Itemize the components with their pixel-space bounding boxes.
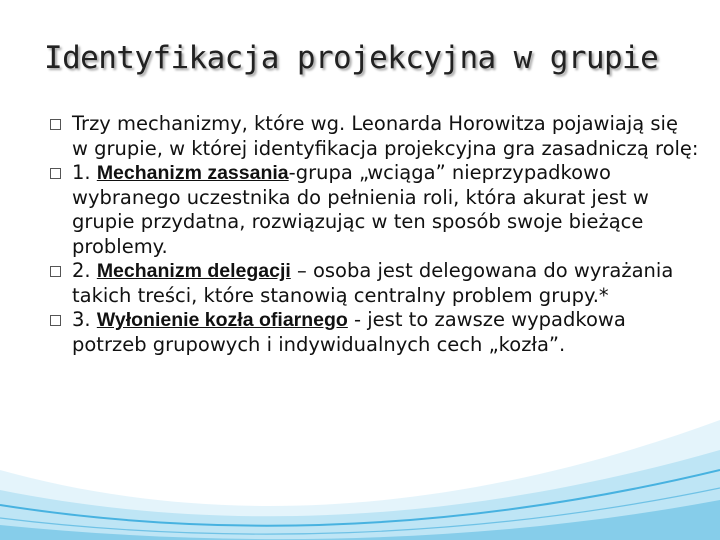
bullet-item-mechanism-2 bbox=[50, 259, 700, 308]
bullet-text: -grupa „wciąga” nieprzypadkowo wybranego uczestnika do pełnienia roli, która akurat jest w grupie przydatna, rozwiązując w ten sposób swoje bieżące problemy. bbox=[72, 161, 649, 258]
bullet-text: – osoba jest delegowana do wyrażania takich treści, które stanowią centralny problem grupy.* bbox=[72, 259, 674, 307]
swoosh-mid-band bbox=[0, 450, 720, 540]
swoosh-accent-line bbox=[0, 470, 720, 526]
bullet-list bbox=[50, 112, 700, 357]
swoosh-light-band bbox=[0, 420, 720, 540]
bullet-text: - jest to zawsze wypadkowa potrzeb grupowych i indywidualnych cech „kozła”. bbox=[72, 308, 626, 356]
bullet-text: Trzy mechanizmy, które wg. Leonarda Horowitza pojawiają się w grupie, w której identyfikacja projekcyjna gra zasadniczą rolę: bbox=[72, 112, 699, 160]
bullet-item-mechanism-1 bbox=[50, 161, 700, 259]
swoosh-accent-line-2 bbox=[0, 488, 720, 534]
square-bullet-icon bbox=[50, 315, 61, 326]
bullet-term: Wyłonienie kozła ofiarnego bbox=[96, 309, 348, 331]
slide-title: Identyfikacja projekcyjna w grupie bbox=[44, 40, 659, 76]
square-bullet-icon bbox=[50, 168, 61, 179]
bullet-number: 2. bbox=[72, 259, 97, 282]
bullet-item-mechanism-3 bbox=[50, 308, 700, 357]
bullet-number: 3. bbox=[72, 308, 97, 331]
decorative-swoosh bbox=[0, 380, 720, 540]
square-bullet-icon bbox=[50, 266, 61, 277]
bullet-term: Mechanizm delegacji bbox=[96, 260, 291, 282]
swoosh-deep-band bbox=[0, 500, 720, 540]
bullet-item-intro bbox=[50, 112, 700, 161]
square-bullet-icon bbox=[50, 119, 61, 130]
bullet-number: 1. bbox=[72, 161, 97, 184]
bullet-term: Mechanizm zassania bbox=[96, 162, 289, 184]
